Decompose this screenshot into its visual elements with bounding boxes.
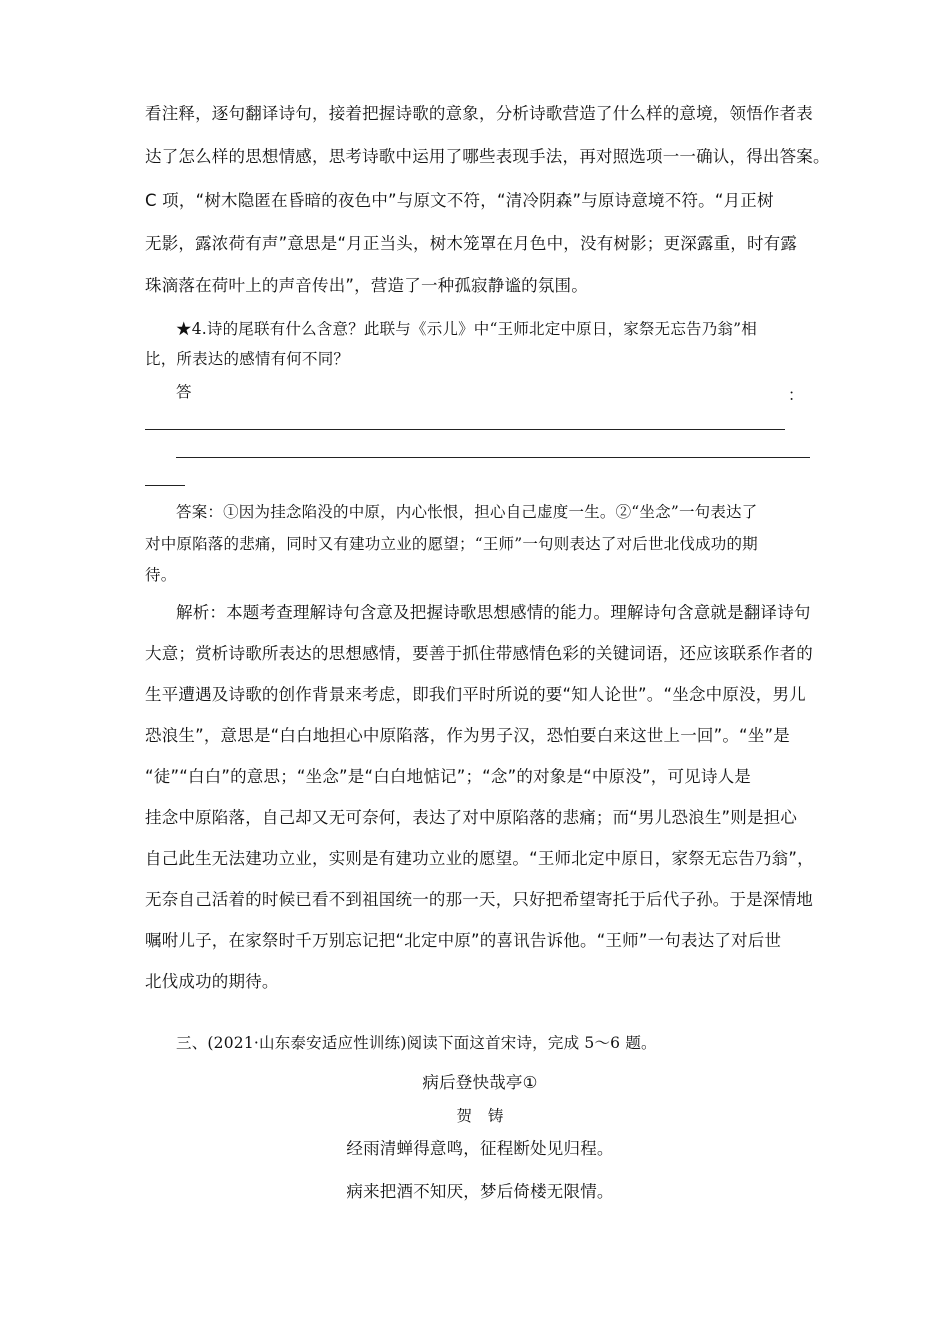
answer-blank-line-1: [145, 429, 785, 430]
analysis-4-line-7: 自己此生无法建功立业，实则是有建功立业的愿望。“王师北定中原日，家祭无忘告乃翁”，: [145, 849, 814, 868]
analysis-4-line-3: 生平遭遇及诗歌的创作背景来考虑，即我们平时所说的要“知人论世”。“坐念中原没，男儿: [145, 685, 806, 704]
analysis-4-line-9: 嘱咐儿子，在家祭时千万别忘记把“北定中原”的喜讯告诉他。“王师”一句表达了对后世: [145, 931, 782, 950]
analysis-4-line-6: 挂念中原陷落，自己却又无可奈何，表达了对中原陷落的悲痛；而“男儿恐浪生”则是担心: [145, 808, 798, 827]
analysis-q3-line-2: 达了怎么样的思想情感，思考诗歌中运用了哪些表现手法，再对照选项一一确认，得出答案。: [145, 147, 830, 166]
analysis-4-line-10: 北伐成功的期待。: [145, 972, 279, 991]
answer-label: 答: [176, 383, 192, 401]
section-3-heading: 三、(2021·山东泰安适应性训练)阅读下面这首宋诗，完成 5～6 题。: [176, 1034, 657, 1052]
answer-4-line-2: 对中原陷落的悲痛，同时又有建功立业的愿望；“王师”一句则表达了对后世北伐成功的期: [145, 535, 758, 553]
analysis-4-line-4: 恐浪生”，意思是“白白地担心中原陷落，作为男子汉，恐怕要白来这世上一回”。“坐”是: [145, 726, 790, 745]
poem-title: 病后登快哉亭①: [422, 1073, 538, 1092]
answer-4-line-3: 待。: [145, 566, 177, 584]
answer-blank-line-2: [176, 457, 810, 458]
analysis-q3-line-3: C 项，“树木隐匿在昏暗的夜色中”与原文不符，“清冷阴森”与原诗意境不符。“月正树: [145, 191, 774, 210]
answer-blank-line-3: [145, 485, 185, 486]
poem-verse-2: 病来把酒不知厌，梦后倚楼无限情。: [346, 1182, 614, 1201]
analysis-q3-line-4: 无影，露浓荷有声”意思是“月正当头，树木笼罩在月色中，没有树影；更深露重，时有露: [145, 234, 798, 253]
analysis-q3-line-5: 珠滴落在荷叶上的声音传出”，营造了一种孤寂静谧的氛围。: [145, 276, 588, 295]
question-4-line-2: 比，所表达的感情有何不同？: [145, 350, 350, 368]
poem-author: 贺 铸: [456, 1107, 504, 1125]
answer-colon: ：: [788, 386, 804, 404]
analysis-4-line-1: 解析：本题考查理解诗句含意及把握诗歌思想感情的能力。理解诗句含意就是翻译诗句: [176, 603, 811, 622]
analysis-4-line-8: 无奈自己活着的时候已看不到祖国统一的那一天，只好把希望寄托于后代子孙。于是深情地: [145, 890, 813, 909]
answer-4-line-1: 答案：①因为挂念陷没的中原，内心怅恨，担心自己虚度一生。②“坐念”一句表达了: [176, 503, 758, 521]
question-4-line-1: ★4.诗的尾联有什么含意？此联与《示儿》中“王师北定中原日，家祭无忘告乃翁”相: [176, 320, 757, 338]
analysis-4-line-5: “徒”“白白”的意思；“坐念”是“白白地惦记”；“念”的对象是“中原没”，可见诗人是: [145, 767, 751, 786]
poem-verse-1: 经雨清蝉得意鸣，征程断处见归程。: [346, 1139, 614, 1158]
analysis-4-line-2: 大意；赏析诗歌所表达的思想感情，要善于抓住带感情色彩的关键词语，还应该联系作者的: [145, 644, 813, 663]
analysis-q3-line-1: 看注释，逐句翻译诗句，接着把握诗歌的意象，分析诗歌营造了什么样的意境，领悟作者表: [145, 104, 813, 123]
